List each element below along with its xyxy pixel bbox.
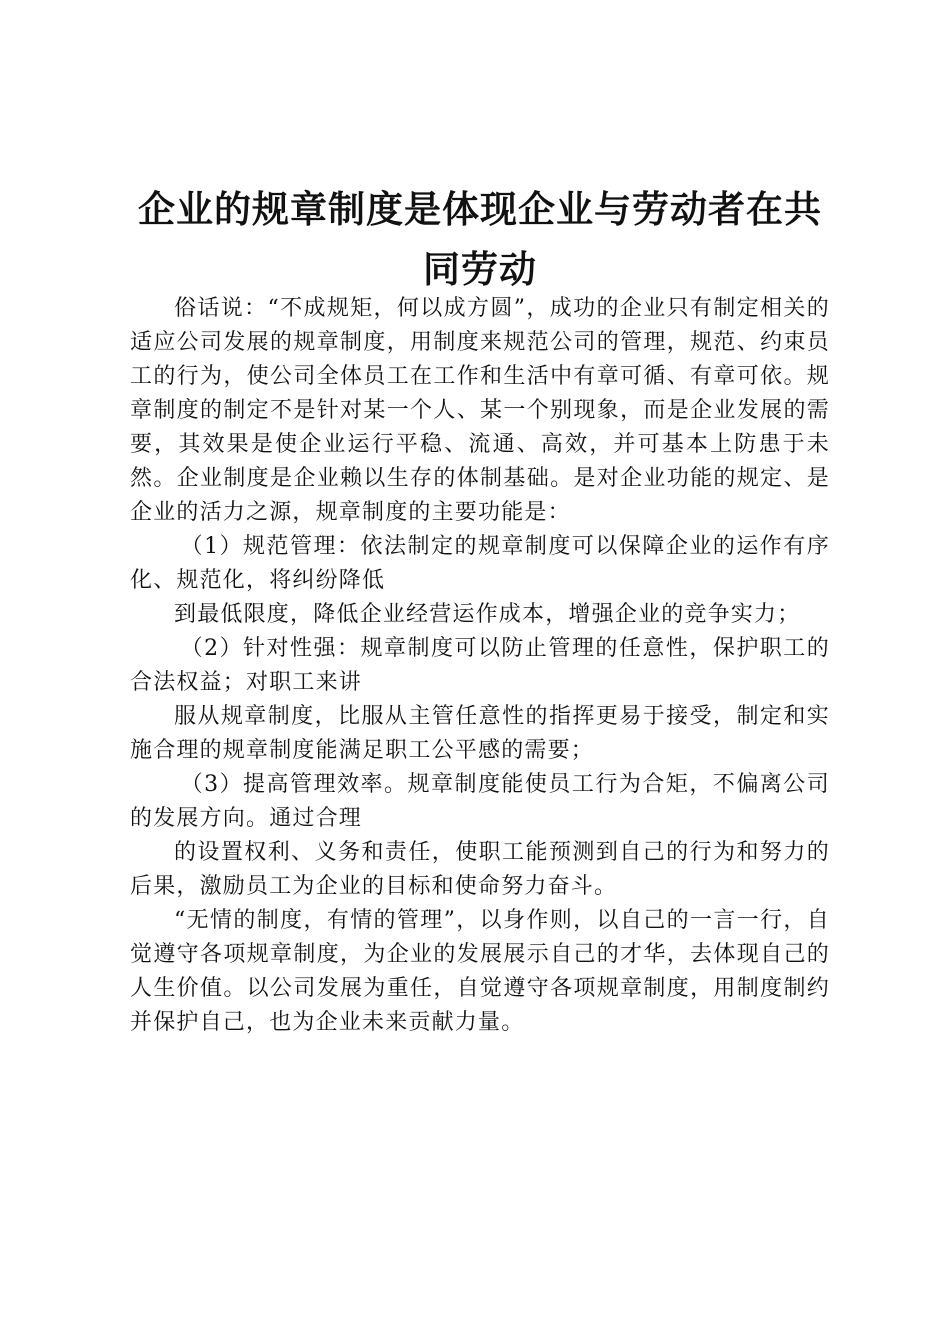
paragraph-point-3-continued: 的设置权利、义务和责任，使职工能预测到自己的行为和努力的后果，激励员工为企业的目标和使命努力奋斗。 (130, 840, 830, 899)
document-body (130, 292, 830, 1040)
paragraph-point-1: （1）规范管理：依法制定的规章制度可以保障企业的运作有序化、规范化，将纠纷降低 (130, 534, 830, 593)
paragraph-point-2: （2）针对性强：规章制度可以防止管理的任意性，保护职工的合法权益；对职工来讲 (130, 636, 830, 695)
paragraph-point-3: （3）提高管理效率。规章制度能使员工行为合矩，不偏离公司的发展方向。通过合理 (130, 772, 830, 831)
paragraph-conclusion: “无情的制度，有情的管理”，以身作则，以自己的一言一行，自觉遵守各项规章制度，为企业的发展展示自己的才华，去体现自己的人生价值。以公司发展为重任，自觉遵守各项规章制度，用制度制约并保护自己，也为企业未来贡献力量。 (130, 908, 830, 1035)
paragraph-point-1-continued: 到最低限度，降低企业经营运作成本，增强企业的竞争实力； (174, 602, 801, 627)
paragraph-point-2-continued: 服从规章制度，比服从主管任意性的指挥更易于接受，制定和实施合理的规章制度能满足职工公平感的需要； (130, 704, 830, 763)
paragraph-intro: 俗话说：“不成规矩，何以成方圆”，成功的企业只有制定相关的适应公司发展的规章制度，用制度来规范公司的管理，规范、约束员工的行为，使公司全体员工在工作和生活中有章可循、有章可依。规章制度的制定不是针对某一个人、某一个别现象，而是企业发展的需要，其效果是使企业运行平稳、流通、高效，并可基本上防患于未然。企业制度是企业赖以生存的体制基础。是对企业功能的规定、是企业的活力之源，规章制度的主要功能是： (130, 296, 830, 525)
document-title: 企业的规章制度是体现企业与劳动者在共同劳动 (138, 188, 822, 291)
